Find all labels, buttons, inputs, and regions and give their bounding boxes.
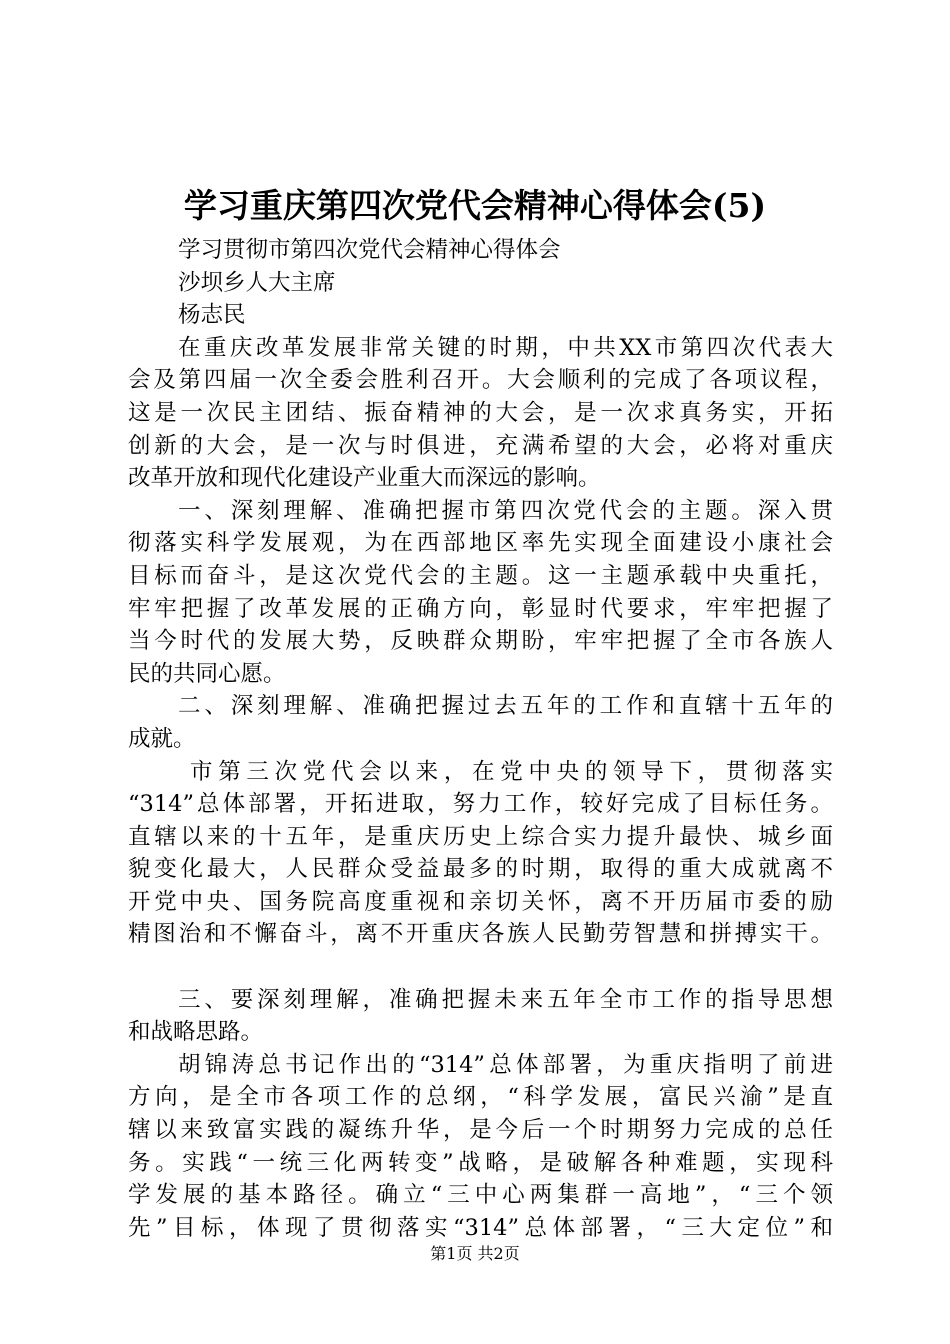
subtitle-line: 学习贯彻市第四次党代会精神心得体会 — [178, 237, 561, 263]
paragraph-line: 一、深刻理解、准确把握市第四次党代会的主题。深入贯 — [178, 497, 833, 524]
paragraph-line: 民的共同心愿。 — [128, 660, 286, 687]
paragraph-line: 市第三次党代会以来，在党中央的领导下，贯彻落实 — [190, 758, 833, 785]
paragraph-line: 彻落实科学发展观，为在西部地区率先实现全面建设小康社会 — [128, 530, 833, 557]
paragraph-line: 开党中央、国务院高度重视和亲切关怀，离不开历届市委的励 — [128, 888, 833, 915]
paragraph-line: 学发展的基本路径。确立“三中心两集群一高地”，“三个领 — [128, 1182, 833, 1209]
paragraph-line: 方向，是全市各项工作的总纲，“科学发展，富民兴渝”是直 — [128, 1084, 833, 1111]
page-number-footer: 第1页 共2页 — [430, 1244, 520, 1263]
blank-line — [128, 951, 833, 984]
document-title: 学习重庆第四次党代会精神心得体会(5) — [183, 186, 767, 225]
paragraph-line: 胡锦涛总书记作出的“314”总体部署，为重庆指明了前进 — [178, 1051, 833, 1078]
paragraph-line: 直辖以来的十五年，是重庆历史上综合实力提升最快、城乡面 — [128, 823, 833, 850]
author-position-line: 沙坝乡人大主席 — [178, 269, 336, 296]
author-name-line: 杨志民 — [178, 302, 246, 329]
paragraph-line: 改革开放和现代化建设产业重大而深远的影响。 — [128, 465, 601, 492]
paragraph-line: 务。实践“一统三化两转变”战略，是破解各种难题，实现科 — [128, 1149, 833, 1176]
paragraph-line: 貌变化最大，人民群众受益最多的时期，取得的重大成就离不 — [128, 856, 833, 883]
paragraph-line: 二、深刻理解、准确把握过去五年的工作和直辖十五年的 — [178, 693, 833, 720]
paragraph-line: 目标而奋斗，是这次党代会的主题。这一主题承载中央重托， — [128, 562, 833, 589]
paragraph-line: 会及第四届一次全委会胜利召开。大会顺利的完成了各项议程， — [128, 367, 833, 394]
paragraph-line: 创新的大会，是一次与时俱进，充满希望的大会，必将对重庆 — [128, 432, 833, 459]
document-body — [128, 234, 833, 1244]
paragraph-line: 当今时代的发展大势，反映群众期盼，牢牢把握了全市各族人 — [128, 628, 833, 655]
paragraph-line: 三、要深刻理解，准确把握未来五年全市工作的指导思想 — [178, 986, 833, 1013]
paragraph-line: 先”目标，体现了贯彻落实“314”总体部署，“三大定位”和 — [128, 1214, 833, 1241]
paragraph-line: 牢牢把握了改革发展的正确方向，彰显时代要求，牢牢把握了 — [128, 595, 833, 622]
paragraph-line: 精图治和不懈奋斗，离不开重庆各族人民勤劳智慧和拼搏实干。 — [128, 921, 833, 948]
paragraph-line: 和战略思路。 — [128, 1019, 264, 1046]
paragraph-line: 辖以来致富实践的凝练升华，是今后一个时期努力完成的总任 — [128, 1117, 833, 1144]
paragraph-line: “314”总体部署，开拓进取，努力工作，较好完成了目标任务。 — [128, 791, 833, 818]
paragraph-line: 在重庆改革发展非常关键的时期，中共XX市第四次代表大 — [178, 334, 833, 361]
paragraph-line: 成就。 — [128, 725, 196, 752]
paragraph-line: 这是一次民主团结、振奋精神的大会，是一次求真务实，开拓 — [128, 399, 833, 426]
